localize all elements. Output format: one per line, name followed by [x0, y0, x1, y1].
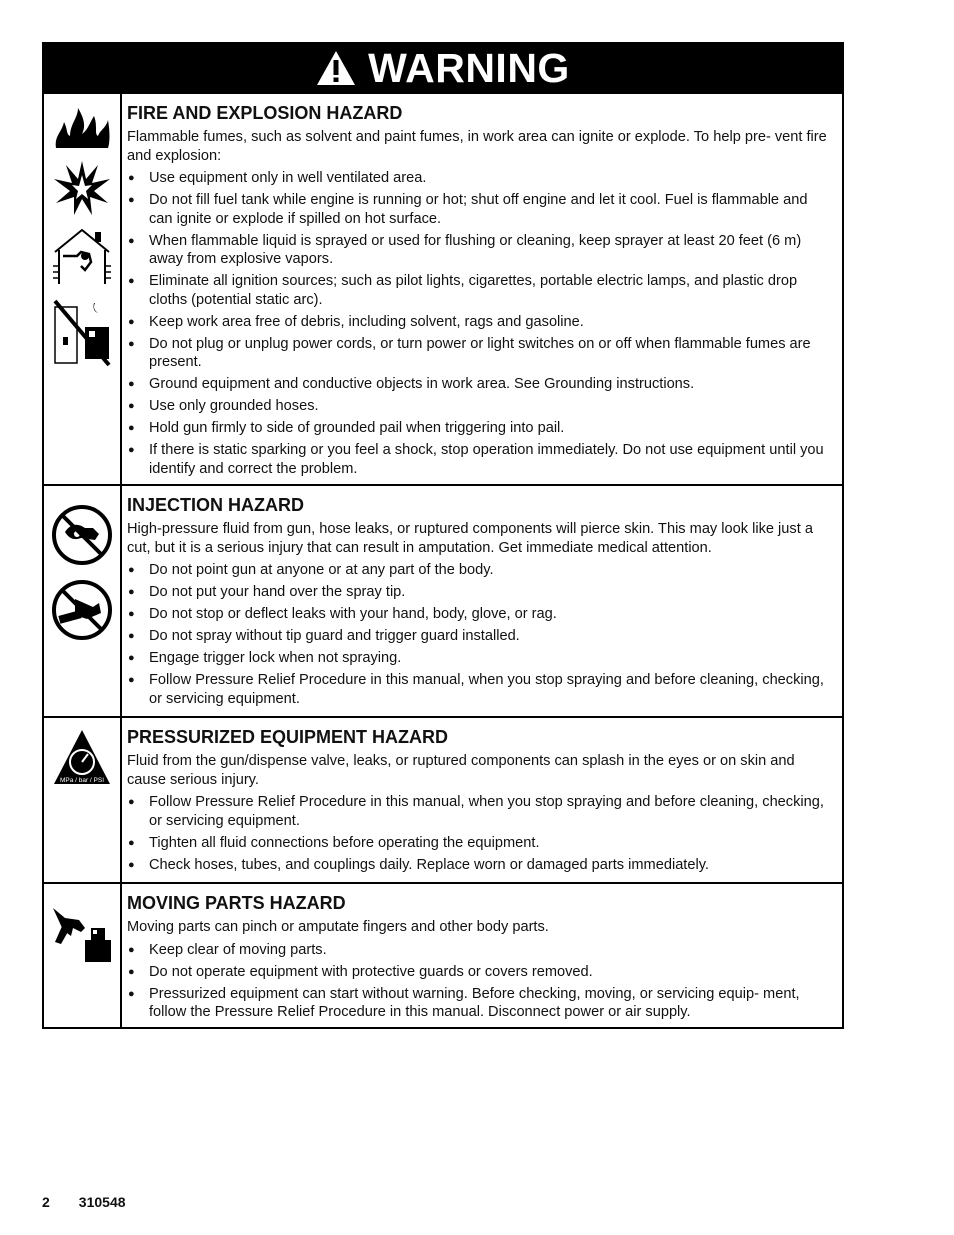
pressurized-text	[122, 718, 842, 882]
list-item: ● Eliminate all ignition sources; such as pilot lights, cigarettes, portable electric lamps, and plastic drop cloths (potential static arc).	[127, 272, 832, 309]
bullet-list	[127, 793, 832, 874]
fire-explosion-section	[44, 92, 842, 484]
fire-icon	[52, 106, 112, 155]
list-item: ● Do not plug or unplug power cords, or turn power or light switches on or off when flammable fumes are present.	[127, 335, 832, 372]
no-hand-over-tip-icon	[51, 504, 113, 571]
pressurized-icons-column	[44, 718, 122, 882]
list-item: ● When flammable liquid is sprayed or used for flushing or cleaning, keep sprayer at least 20 feet (6 m) away from explosive vapors.	[127, 232, 832, 269]
section-title: PRESSURIZED EQUIPMENT HAZARD	[127, 727, 449, 747]
pressure-gauge-icon	[52, 728, 112, 793]
list-item: ● Hold gun firmly to side of grounded pail when triggering into pail.	[127, 419, 832, 438]
list-item: ● Do not fill fuel tank while engine is running or hot; shut off engine and let it cool. Fuel is flammable and can ignite or explode if spilled on hot surface.	[127, 191, 832, 228]
section-intro: Flammable fumes, such as solvent and paint fumes, in work area can ignite or explode. To help pre- vent fire and explosion:	[127, 129, 827, 164]
section-title: MOVING PARTS HAZARD	[127, 893, 346, 913]
list-item: ● Do not put your hand over the spray tip.	[127, 583, 832, 602]
list-item: ● Do not stop or deflect leaks with your hand, body, glove, or rag.	[127, 605, 832, 624]
list-item: ● Check hoses, tubes, and couplings daily. Replace worn or damaged parts immediately.	[127, 856, 832, 875]
fire-icons-column	[44, 94, 122, 484]
list-item: ● Pressurized equipment can start without warning. Before checking, moving, or servicing equip- ment, follow the Pressure Relief Procedure in this manual. Disconnect power or air supply.	[127, 985, 832, 1022]
list-item: ● Do not operate equipment with protective guards or covers removed.	[127, 963, 832, 982]
list-item: ● Tighten all fluid connections before operating the equipment.	[127, 834, 832, 853]
list-item: ● Keep work area free of debris, including solvent, rags and gasoline.	[127, 313, 832, 332]
list-item: ● Keep clear of moving parts.	[127, 941, 832, 960]
no-hand-on-leak-icon	[51, 579, 113, 646]
moving-parts-pinch-icon	[51, 904, 113, 969]
pressurized-section	[44, 716, 842, 882]
section-intro: Moving parts can pinch or amputate fingers and other body parts.	[127, 919, 549, 935]
moving-parts-section	[44, 882, 842, 1027]
warning-title: WARNING	[368, 44, 570, 91]
list-item: ● If there is static sparking or you feel a shock, stop operation immediately. Do not use equipment until you identify and correct the problem.	[127, 441, 832, 478]
list-item: ● Use equipment only in well ventilated area.	[127, 169, 832, 188]
bullet-list	[127, 941, 832, 1022]
moving-parts-text	[122, 884, 842, 1027]
bullet-list	[127, 169, 832, 478]
list-item: ● Do not spray without tip guard and trigger guard installed.	[127, 627, 832, 646]
explosion-icon	[52, 159, 112, 222]
list-item: ● Engage trigger lock when not spraying.	[127, 649, 832, 668]
list-item: ● Follow Pressure Relief Procedure in this manual, when you stop spraying and before cleaning, checking, or servicing equipment.	[127, 793, 832, 830]
list-item: ● Do not point gun at anyone or at any part of the body.	[127, 561, 832, 580]
ventilated-area-icon	[51, 226, 113, 293]
no-plug-switch-icon	[51, 297, 113, 372]
injection-section	[44, 484, 842, 716]
page-footer	[42, 1194, 126, 1210]
section-intro: High-pressure fluid from gun, hose leaks, or ruptured components will pierce skin. This may look like just a cut, but it is a serious injury that can result in amputation. Get immediate medical attention.	[127, 521, 813, 556]
bullet-list	[127, 561, 832, 708]
injection-icons-column	[44, 486, 122, 716]
warning-triangle-icon	[316, 50, 356, 86]
moving-parts-icons-column	[44, 884, 122, 1027]
section-title: INJECTION HAZARD	[127, 495, 305, 515]
fire-explosion-text	[122, 94, 842, 484]
list-item: ● Ground equipment and conductive objects in work area. See Grounding instructions.	[127, 375, 832, 394]
document-number: 310548	[78, 1194, 126, 1210]
warning-table	[42, 42, 844, 1029]
list-item: ● Use only grounded hoses.	[127, 397, 832, 416]
injection-text	[122, 486, 842, 716]
gauge-label: MPa / bar / PSI	[59, 777, 105, 784]
section-intro: Fluid from the gun/dispense valve, leaks, or ruptured components can splash in the eyes or on skin and cause serious injury.	[127, 753, 795, 788]
warning-banner	[44, 44, 842, 92]
list-item: ● Follow Pressure Relief Procedure in this manual, when you stop spraying and before cleaning, checking, or servicing equipment.	[127, 671, 832, 708]
section-title: FIRE AND EXPLOSION HAZARD	[127, 103, 403, 123]
page-number: 2	[42, 1194, 50, 1210]
